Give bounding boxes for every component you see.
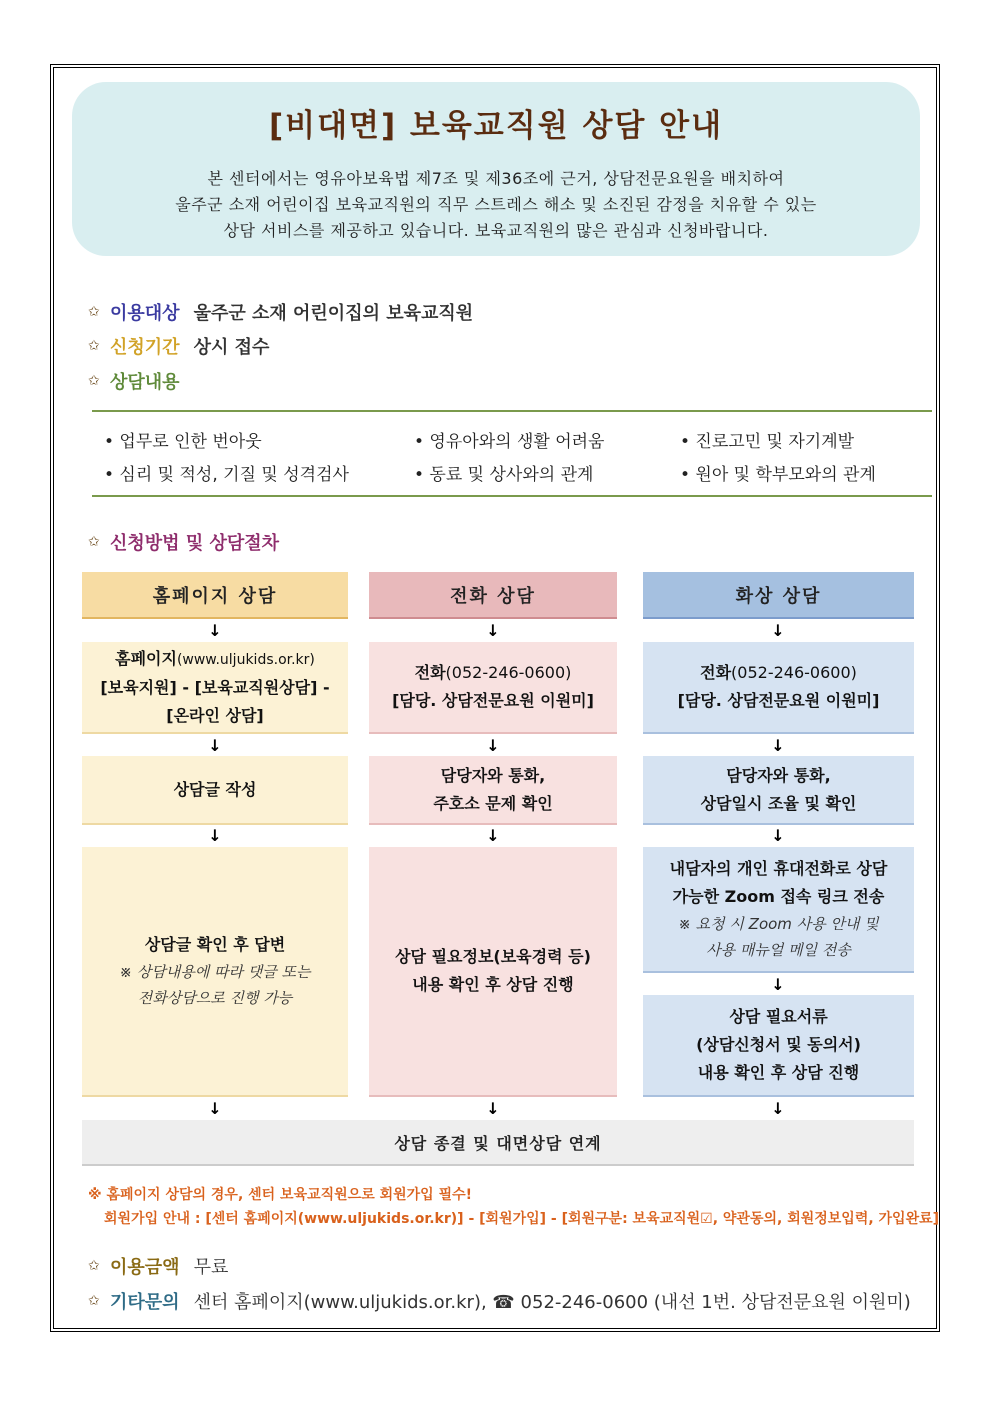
video-step4 (643, 995, 914, 1097)
star-icon: ✩ (88, 1293, 100, 1309)
info-method (88, 529, 293, 555)
info-fee (88, 1253, 228, 1279)
arrow-down-icon: ↓ (771, 826, 785, 845)
phone-step1-contact: [담당. 상담전문요원 이원미] (392, 691, 594, 710)
arrow-down-icon: ↓ (486, 826, 500, 845)
intro-line: 상담 서비스를 제공하고 있습니다. 보육교직원의 많은 관심과 신청바랍니다. (223, 221, 769, 240)
list-item: • 심리 및 적성, 기질 및 성격검사 (104, 465, 349, 485)
content-label: 상담내용 (110, 372, 180, 393)
phone-step2-line: 주호소 문제 확인 (433, 793, 553, 813)
etc-label: 기타문의 (110, 1292, 180, 1313)
video-step3-note: ※ 요청 시 Zoom 사용 안내 및 (678, 915, 879, 933)
phone-step2-line: 담당자와 통화, (440, 765, 546, 785)
video-step4-line: 상담 필요서류 (729, 1007, 828, 1026)
video-step1-title: 전화 (700, 663, 732, 682)
homepage-step1-path-end: [온라인 상담] (166, 705, 264, 725)
homepage-step1-title: 홈페이지 (115, 648, 177, 668)
video-step3-line: 내담자의 개인 휴대전화로 상담 (669, 859, 888, 878)
video-step2-line: 상담일시 조율 및 확인 (700, 793, 857, 813)
signup-notice (88, 1183, 939, 1231)
video-header: 화상 상담 (643, 572, 914, 619)
video-phone-number: (052-246-0600) (731, 663, 857, 682)
video-step1-contact: [담당. 상담전문요원 이원미] (677, 691, 880, 710)
header-banner (72, 82, 920, 256)
video-step2-line: 담당자와 통화, (726, 765, 831, 785)
phone-step1 (369, 642, 617, 734)
notice-line: 회원가입 안내 : [센터 홈페이지(www.uljukids.or.kr)] - [회원가입] - [회원구분: 보육교직원☑, 약관동의, 회원정보입력, 가입완료] (104, 1211, 940, 1227)
homepage-step3-main: 상담글 확인 후 답변 (144, 935, 286, 954)
info-content (88, 368, 194, 394)
star-icon: ✩ (88, 373, 100, 389)
phone-step2 (369, 756, 617, 825)
arrow-down-icon: ↓ (208, 1099, 222, 1118)
video-step3-note: 사용 매뉴얼 메일 전송 (706, 941, 851, 959)
page-title: [비대면] 보육교직원 상담 안내 (268, 108, 724, 144)
homepage-step3 (82, 847, 348, 1097)
arrow-down-icon: ↓ (208, 621, 222, 640)
homepage-step1 (82, 642, 348, 734)
homepage-step1-path: [보육지원] - [보육교직원상담] - (100, 677, 330, 697)
info-period (88, 333, 269, 359)
homepage-header: 홈페이지 상담 (82, 572, 348, 619)
target-value: 울주군 소재 어린이집의 보육교직원 (193, 303, 474, 324)
homepage-step3-note: 전화상담으로 진행 가능 (137, 989, 293, 1007)
final-step: 상담 종결 및 대면상담 연계 (82, 1120, 914, 1166)
fee-label: 이용금액 (110, 1257, 180, 1278)
arrow-down-icon: ↓ (771, 1099, 785, 1118)
video-step3-line: 가능한 Zoom 접속 링크 전송 (672, 887, 885, 906)
arrow-down-icon: ↓ (771, 975, 785, 994)
homepage-url: (www.uljukids.or.kr) (176, 651, 315, 668)
list-item: • 진로고민 및 자기계발 (680, 432, 855, 452)
phone-step3-line: 상담 필요정보(보육경력 등) (395, 947, 591, 966)
arrow-down-icon: ↓ (771, 621, 785, 640)
phone-step1-title: 전화 (414, 663, 446, 682)
period-label: 신청기간 (110, 337, 180, 358)
star-icon: ✩ (88, 1258, 100, 1274)
phone-number: (052-246-0600) (445, 663, 572, 682)
etc-value: 센터 홈페이지(www.uljukids.or.kr), ☎ 052-246-0600 (내선 1번. 상담전문요원 이원미) (193, 1292, 911, 1313)
arrow-down-icon: ↓ (771, 736, 785, 755)
info-target (88, 299, 473, 325)
video-step4-line: (상담신청서 및 동의서) (696, 1035, 861, 1054)
star-icon: ✩ (88, 534, 100, 550)
video-step4-line: 내용 확인 후 상담 진행 (697, 1063, 860, 1082)
list-item: • 원아 및 학부모와의 관계 (680, 465, 876, 485)
list-item: • 업무로 인한 번아웃 (104, 432, 262, 452)
arrow-down-icon: ↓ (486, 736, 500, 755)
target-label: 이용대상 (110, 303, 180, 324)
video-step2 (643, 756, 914, 825)
intro-text (72, 166, 920, 244)
video-step1 (643, 642, 914, 734)
homepage-step3-note: ※ 상담내용에 따라 댓글 또는 (119, 963, 311, 981)
list-item: • 영유아와의 생활 어려움 (414, 432, 605, 452)
arrow-down-icon: ↓ (486, 1099, 500, 1118)
video-step3 (643, 847, 914, 973)
intro-line: 울주군 소재 어린이집 보육교직원의 직무 스트레스 해소 및 소진된 감정을 치유할 수 있는 (175, 195, 817, 214)
method-label: 신청방법 및 상담절차 (110, 533, 280, 554)
fee-value: 무료 (193, 1257, 229, 1278)
intro-line: 본 센터에서는 영유아보육법 제7조 및 제36조에 근거, 상담전문요원을 배치하여 (207, 169, 785, 188)
phone-step3-line: 내용 확인 후 상담 진행 (412, 975, 574, 994)
star-icon: ✩ (88, 304, 100, 320)
list-item: • 동료 및 상사와의 관계 (414, 465, 594, 485)
arrow-down-icon: ↓ (486, 621, 500, 640)
period-value: 상시 접수 (193, 337, 270, 358)
arrow-down-icon: ↓ (208, 826, 222, 845)
arrow-down-icon: ↓ (208, 736, 222, 755)
content-list (92, 410, 932, 497)
star-icon: ✩ (88, 338, 100, 354)
phone-header: 전화 상담 (369, 572, 617, 619)
info-etc (88, 1288, 911, 1314)
homepage-step2: 상담글 작성 (82, 756, 348, 825)
phone-step3 (369, 847, 617, 1097)
notice-line: ※ 홈페이지 상담의 경우, 센터 보육교직원으로 회원가입 필수! (88, 1187, 473, 1203)
